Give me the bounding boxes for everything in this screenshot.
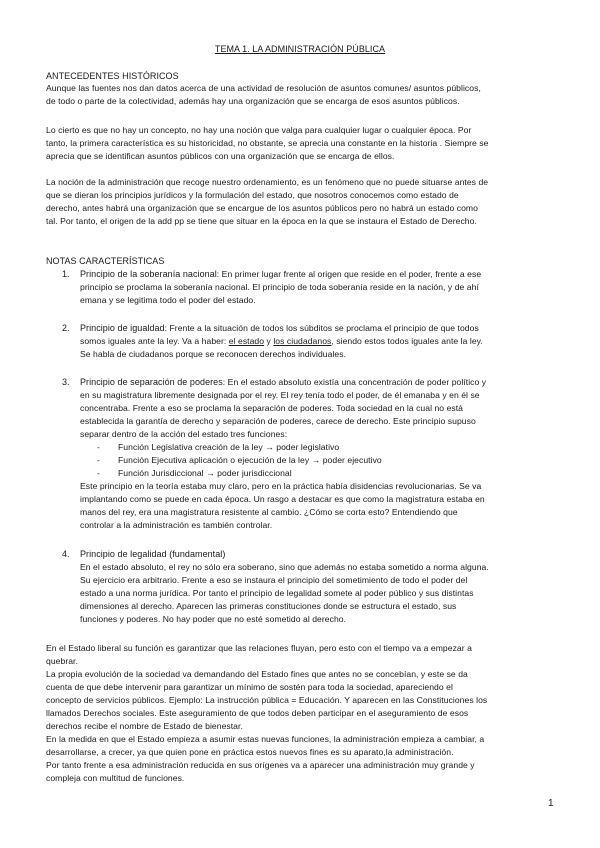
- list-item-line: emana y se legitima todo el poder del estado.: [80, 295, 256, 305]
- paragraph-line: cuenta de que debe intervenir para garantizar un mínimo de sostén para toda la sociedad, apareciendo el: [46, 682, 453, 692]
- paragraph-line: La propia evolución de la sociedad va demandando del Estado fines que antes no se concebían, y este se da: [46, 669, 468, 679]
- section-heading-notas: NOTAS CARACTERÍSTICAS: [46, 256, 165, 266]
- list-item-line: estado a una norma jurídica. Por tanto el principio de legalidad somete al poder público y sus distintas: [80, 588, 474, 598]
- paragraph-line: de todo o parte de la colectividad, además hay una organización que se encarga de esos asuntos públicos.: [46, 96, 460, 106]
- list-number: 4.: [62, 549, 70, 559]
- sub-list-item: Función Jurisdiccional → poder jurisdiccional: [118, 468, 292, 478]
- paragraph-line: concepto de servicios públicos. Ejemplo: La instrucción pública = Educación. Y aparecen en las Constituciones los: [46, 695, 488, 705]
- list-number: 2.: [62, 323, 70, 333]
- dash-bullet: -: [97, 442, 100, 452]
- page-title: TEMA 1. LA ADMINISTRACIÓN PÚBLICA: [214, 44, 386, 54]
- list-number: 3.: [62, 377, 70, 387]
- underlined-term: el estado: [228, 336, 265, 346]
- paragraph-line: desarrollarse, a crecer, ya que quien pone en práctica estos nuevos fines es su aparato,la administración.: [46, 747, 454, 757]
- underlined-term: los ciudadanos: [273, 336, 332, 346]
- list-item-line: principio se proclama la soberanía nacional. El principio de toda soberanía reside en la nación, y de ahí: [80, 282, 479, 292]
- list-item-line: implantando como se puede en cada época. Un rasgo a destacar es que como la magistratura estaba en: [80, 494, 485, 504]
- list-item-line: establecida la garantía de derecho y separación de poderes, carece de derecho. Este principio supuso: [80, 416, 476, 426]
- list-item-text: : En el estado absoluto existía una concentración de poder político y: [222, 377, 487, 387]
- list-item-text: : En primer lugar frente al origen que reside en el poder, frente a ese: [216, 269, 482, 279]
- sub-list-item: Función Legislativa creación de la ley → poder legislativo: [118, 442, 340, 452]
- paragraph-line: quebrar.: [46, 656, 78, 666]
- paragraph-line: que se dieran los principios jurídicos y la formulación del estado, que nosotros conocemos como estado de: [46, 190, 459, 200]
- paragraph-line: derechos recibe el nombre de Estado de bienestar.: [46, 721, 243, 731]
- list-item-first-line: [80, 548, 560, 561]
- paragraph-line: tal. Por tanto, el origen de la add pp se tiene que situar en la época en la que se instaura el Estado de Derecho.: [46, 216, 477, 226]
- paragraph-line: aprecia que se identifican asuntos públicos con una organización que se encarga de ellos.: [46, 151, 395, 161]
- list-item-line: Este principio en la teoría estaba muy claro, pero en la práctica había disidencias revolucionarias. Se va: [80, 481, 482, 491]
- paragraph-line: Por tanto frente a esa administración reducida en sus orígenes va a aparecer una administración muy grande y: [46, 760, 475, 770]
- section-heading-antecedentes: ANTECEDENTES HISTÓRICOS: [46, 71, 179, 81]
- sub-list-item: Función Ejecutiva aplicación o ejecución de la ley → poder ejecutivo: [118, 455, 382, 465]
- principle-title: Principio de igualdad: [80, 323, 165, 333]
- paragraph-line: Aunque las fuentes nos dan datos acerca de una actividad de resolución de asuntos comunes/ asuntos públicos,: [46, 83, 481, 93]
- list-item-text: somos iguales ante la ley. Va a haber:: [80, 336, 229, 346]
- paragraph-line: tanto, la primera característica es su historicidad, no obstante, se aprecia una constante en la historia . Siempre se: [46, 138, 489, 148]
- list-item-text: y: [264, 336, 274, 346]
- paragraph-line: llamados Derechos sociales. Este aseguramiento de que todos deben participar en el aseguramiento de esos: [46, 708, 469, 718]
- paragraph-line: La noción de la administración que recoge nuestro ordenamiento, es un fenómeno que no puede situarse antes de: [46, 177, 489, 187]
- page-number: 1: [548, 798, 554, 809]
- list-item-line: En el estado absoluto, el rey no sólo era soberano, sino que además no estaba sometido a norma alguna.: [80, 562, 489, 572]
- paragraph-line: En el Estado liberal su función es garantizar que las relaciones fluyan, pero esto con el tiempo va a empezar a: [46, 643, 472, 653]
- paragraph-line: Lo cierto es que no hay un concepto, no hay una noción que valga para cualquier lugar o cualquier época. Por: [46, 125, 472, 135]
- list-item-first-line: [80, 322, 560, 335]
- list-item-line: Su ejercicio era arbitrario. Frente a eso se instaura el principio del sometimiento de todo el poder del: [80, 575, 468, 585]
- dash-bullet: -: [97, 468, 100, 478]
- paragraph-line: En la medida en que el Estado empieza a asumir estas nuevas funciones, la administración empieza a cambiar, a: [46, 734, 485, 744]
- principle-title: Principio de separación de poderes: [80, 377, 223, 387]
- list-item-text: , siendo estos todos iguales ante la ley.: [331, 336, 483, 346]
- principle-title: Principio de legalidad (fundamental): [80, 549, 226, 559]
- list-item-line: concentraba. Frente a eso se proclama la separación de poderes. Toda sociedad en la cual no está: [80, 403, 464, 413]
- list-item-line: en su magistratura libremente designada por el rey. El rey tenía todo el poder, de él emanaba y en él se: [80, 390, 480, 400]
- list-item-text: : Frente a la situación de todos los súbditos se proclama el principio de que todos: [164, 323, 479, 333]
- principle-title: Principio de la soberanía nacional: [80, 269, 217, 279]
- list-item-line: dimensiones al derecho. Aparecen las primeras constituciones donde se estructura el estado, sus: [80, 601, 457, 611]
- dash-bullet: -: [97, 455, 100, 465]
- paragraph-line: derecho, antes habrá una organización que se encargue de los asuntos públicos pero no habrá un estado como: [46, 203, 478, 213]
- list-item-line: Se habla de ciudadanos porque se reconocen derechos individuales.: [80, 349, 347, 359]
- list-item-line: manos del rey, era una magistratura resistente al cambio. ¿Cómo se corta esto? Entendiendo que: [80, 507, 458, 517]
- list-item-first-line: [80, 268, 560, 281]
- list-number: 1.: [62, 269, 70, 279]
- list-item-line: separar dentro de la acción del estado tres funciones:: [80, 429, 288, 439]
- list-item-line: [80, 335, 560, 348]
- paragraph-line: compleja con multitud de funciones.: [46, 773, 185, 783]
- list-item-line: funciones y poderes. No hay poder que no esté sometido al derecho.: [80, 614, 347, 624]
- list-item-first-line: [80, 376, 560, 389]
- list-item-line: controlar a la administración es también controlar.: [80, 520, 273, 530]
